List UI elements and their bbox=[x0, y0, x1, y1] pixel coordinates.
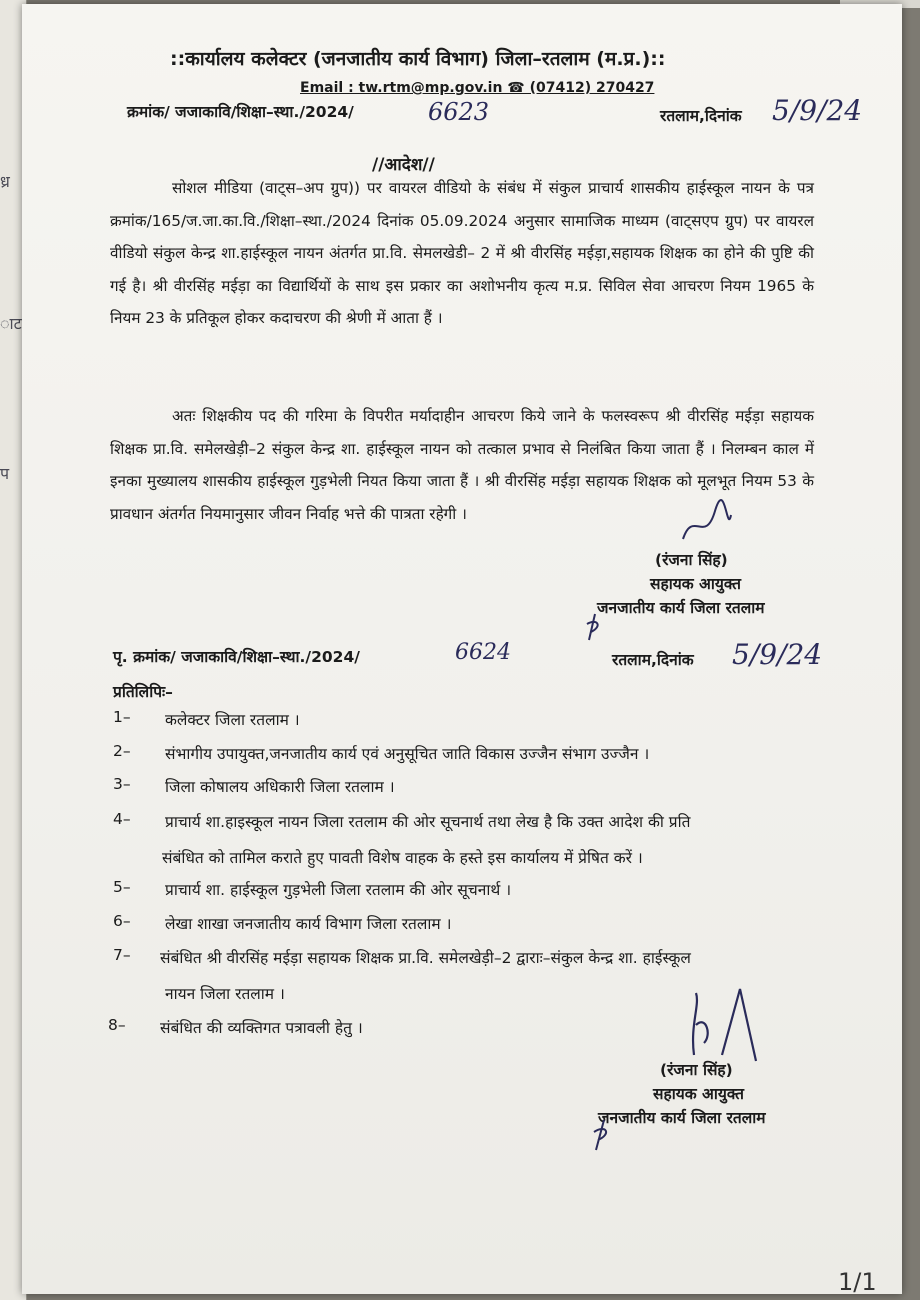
adjacent-page-mark: ध्र bbox=[0, 172, 10, 191]
copy-item-number: 6– bbox=[113, 912, 131, 930]
copy-number-handwritten: 6624 bbox=[455, 640, 511, 665]
copy-item-number: 7– bbox=[113, 946, 131, 964]
signature-mark bbox=[682, 985, 772, 1065]
signature-mark bbox=[675, 505, 735, 545]
adjacent-page-mark: ाट bbox=[0, 314, 22, 333]
signatory-designation: सहायक आयुक्त bbox=[653, 1085, 744, 1103]
order-heading: //आदेश// bbox=[372, 155, 435, 175]
copy-item-number: 2– bbox=[113, 742, 131, 760]
copy-item-text: लेखा शाखा जनजातीय कार्य विभाग जिला रतलाम । bbox=[165, 915, 452, 933]
office-contact: Email : tw.rtm@mp.gov.in ☎ (07412) 270427 bbox=[300, 80, 655, 96]
copy-item-number: 3– bbox=[113, 775, 131, 793]
initial-mark bbox=[583, 612, 607, 644]
order-ref-prefix: क्रमांक/ जजाकावि/शिक्षा–स्था./2024/ bbox=[127, 103, 354, 121]
initial-mark bbox=[590, 1118, 614, 1154]
copy-item-text: संबंधित श्री वीरसिंह मईड़ा सहायक शिक्षक प्रा.वि. समेलखेड़ी–2 द्वाराः–संकुल केन्द्र शा. हाईस्कूल bbox=[160, 949, 691, 967]
order-paragraph: अतः शिक्षकीय पद की गरिमा के विपरीत मर्यादाहीन आचरण किये जाने के फलस्वरूप श्री वीरसिंह मईड़ा सहायक शिक्षक प्रा.वि. समेलखेड़ी–2 संकुल केन्द्र शा. हाईस्कूल नायन को तत्काल प्रभाव से निलंबित किया जाता हैं । निलम्बन काल में इनका मुख्यालय शासकीय हाईस्कूल गुड़भेली नियत किया जाता हैं । श्री वीरसिंह मईड़ा सहायक शिक्षक को मूलभूत नियम 53 के प्रावधान अंतर्गत नियमानुसार जीवन निर्वाह भत्ते की पात्रता रहेगी । bbox=[110, 407, 814, 523]
copy-item-number: 8– bbox=[108, 1016, 126, 1034]
copy-item-text: जिला कोषालय अधिकारी जिला रतलाम । bbox=[165, 778, 395, 796]
signatory-name: (रंजना सिंह) bbox=[660, 1061, 733, 1079]
copy-item-text: संबंधित को तामिल कराते हुए पावती विशेष वाहक के हस्ते इस कार्यालय में प्रेषित करें । bbox=[162, 849, 643, 867]
copy-item-text: कलेक्टर जिला रतलाम । bbox=[165, 711, 300, 729]
copy-item-text: संबंधित की व्यक्तिगत पत्रावली हेतु । bbox=[160, 1019, 363, 1037]
office-title: ::कार्यालय कलेक्टर (जनजातीय कार्य विभाग) जिला–रतलाम (म.प्र.):: bbox=[170, 48, 666, 70]
copy-item-text: नायन जिला रतलाम । bbox=[165, 985, 285, 1003]
copy-item-number: 4– bbox=[113, 810, 131, 828]
page-indicator: 1/1 bbox=[838, 1268, 877, 1296]
copy-item-text: संभागीय उपायुक्त,जनजातीय कार्य एवं अनुसूचित जाति विकास उज्जैन संभाग उज्जैन । bbox=[165, 745, 650, 763]
order-number-handwritten: 6623 bbox=[428, 98, 490, 126]
signatory-office: जनजातीय कार्य जिला रतलाम bbox=[597, 599, 765, 617]
copy-item-text: प्राचार्य शा. हाईस्कूल गुड़भेली जिला रतलाम की ओर सूचनार्थ । bbox=[165, 881, 512, 899]
signatory-name: (रंजना सिंह) bbox=[655, 551, 728, 569]
signatory-designation: सहायक आयुक्त bbox=[650, 575, 741, 593]
copy-item-number: 5– bbox=[113, 878, 131, 896]
copy-place-date-label: रतलाम,दिनांक bbox=[612, 651, 694, 669]
adjacent-page-mark: प bbox=[0, 464, 10, 483]
copy-item-number: 1– bbox=[113, 708, 131, 726]
copy-item-text: प्राचार्य शा.हाइस्कूल नायन जिला रतलाम की ओर सूचनार्थ तथा लेख है कि उक्त आदेश की प्रति bbox=[165, 813, 691, 831]
copy-date-handwritten: 5/9/24 bbox=[732, 638, 823, 671]
copy-ref-prefix: पृ. क्रमांक/ जजाकावि/शिक्षा–स्था./2024/ bbox=[113, 648, 360, 666]
signatory-office: जनजातीय कार्य जिला रतलाम bbox=[598, 1109, 766, 1127]
order-date-handwritten: 5/9/24 bbox=[772, 94, 863, 127]
order-paragraph: सोशल मीडिया (वाट्स–अप ग्रुप)) पर वायरल वीडियो के संबंध में संकुल प्राचार्य शासकीय हाईस्कूल नायन के पत्र क्रमांक/165/ज.जा.का.वि./शिक्षा–स्था./2024 दिनांक 05.09.2024 अनुसार सामाजिक माध्यम (वाट्सएप ग्रुप) पर वायरल वीडियो संकुल केन्द्र शा.हाईस्कूल नायन अंतर्गत प्रा.वि. सेमलखेडी– 2 में श्री वीरसिंह मईड़ा,सहायक शिक्षक का होने की पुष्टि की गई है। श्री वीरसिंह मईड़ा का विद्यार्थियों के साथ इस प्रकार का अशोभनीय कृत्य म.प्र. सिविल सेवा आचरण नियम 1965 के नियम 23 के प्रतिकूल होकर कदाचरण की श्रेणी में आता हैं । bbox=[110, 179, 814, 327]
copy-to-label: प्रतिलिपिः– bbox=[113, 683, 173, 701]
order-place-date-label: रतलाम,दिनांक bbox=[660, 107, 742, 125]
